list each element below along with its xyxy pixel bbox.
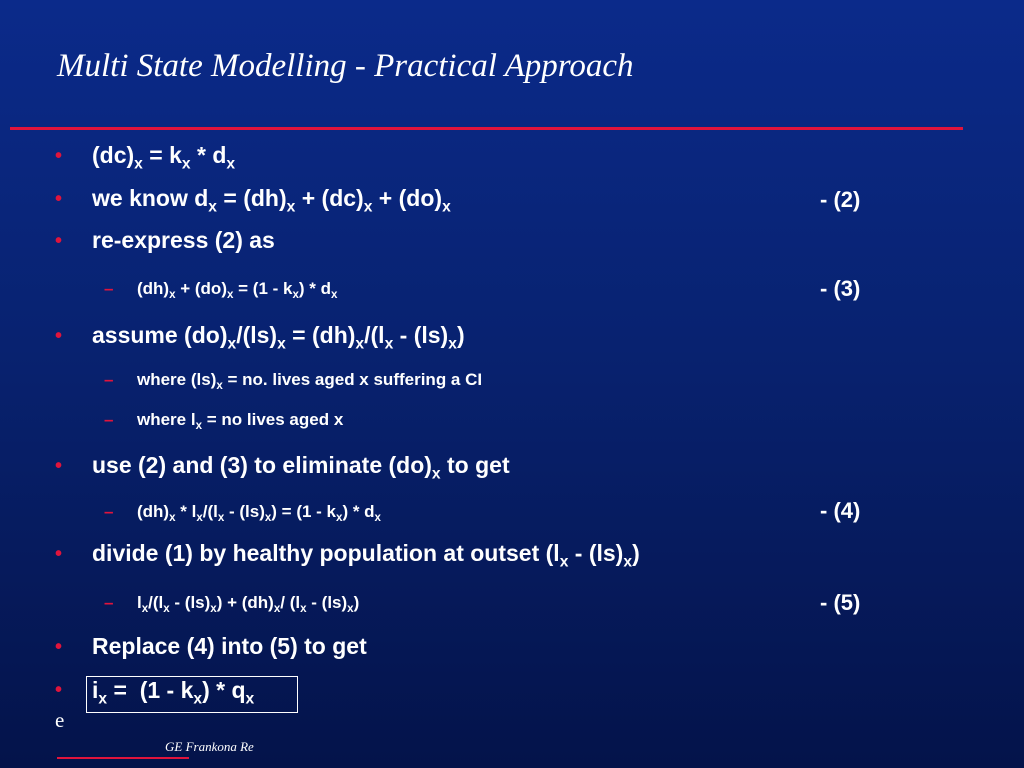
footer-divider <box>57 757 189 759</box>
bullet-line-1: $(dc)_x = k_x * d_x$ <box>92 142 236 173</box>
bullet-line-6: divide (1) by healthy population at outset $(l_x - (ls)_x)$ <box>92 540 640 571</box>
sub-line-4b: where $l_x$ = no lives aged x <box>137 410 344 433</box>
sub-line-3: $(dh)_x + (do)_x = (1 - k_x) * d_x$ <box>137 279 338 302</box>
footer-brand: GE Frankona Re <box>165 739 254 754</box>
sub-line-6: $l_x/(l_x - (ls)_x) + (dh)_x/$ $(l_x - (ls)_x)$ <box>137 593 360 616</box>
bullet-icon: • <box>55 230 63 252</box>
equation-number: - (4) <box>820 498 861 523</box>
bullet-icon: • <box>55 455 63 477</box>
bullet-icon: • <box>55 188 63 210</box>
bullet-line-7: Replace (4) into (5) to get <box>92 633 367 659</box>
equation-number: - (3) <box>820 276 861 301</box>
dash-icon: – <box>104 279 114 298</box>
equation-number: - (5) <box>820 590 861 615</box>
bullet-line-5: use (2) and (3) to eliminate $(do)_x$ to get <box>92 452 510 483</box>
dash-icon: – <box>104 410 114 429</box>
bullet-line-2: we know $d_x = (dh)_x + (dc)_x + (do)_x$ <box>92 185 451 216</box>
stray-character: e <box>55 708 65 732</box>
slide-title: Multi State Modelling - Practical Approach <box>57 48 634 84</box>
bullet-line-4: assume $(do)_x/(ls)_x = (dh)_x/(l_x - (ls)_x)$ <box>92 322 465 353</box>
bullet-icon: • <box>55 543 63 565</box>
dash-icon: – <box>104 370 114 389</box>
dash-icon: – <box>104 502 114 521</box>
dash-icon: – <box>104 593 114 612</box>
bullet-icon: • <box>55 636 63 658</box>
sub-line-5: $(dh)_x * l_x/(l_x - (ls)_x) = (1 - k_x) * d_x$ <box>137 502 381 525</box>
bullet-line-3: re-express (2) as <box>92 227 275 253</box>
sub-line-4a: where $(ls)_x$ = no. lives aged x suffering a CI <box>137 370 483 393</box>
title-divider <box>10 127 963 130</box>
bullet-icon: • <box>55 145 63 167</box>
bullet-icon: • <box>55 679 63 701</box>
equation-number: - (2) <box>820 187 861 212</box>
bullet-icon: • <box>55 325 63 347</box>
bullet-line-8: $i_x = (1 - k_x) * q_x$ <box>92 677 255 708</box>
